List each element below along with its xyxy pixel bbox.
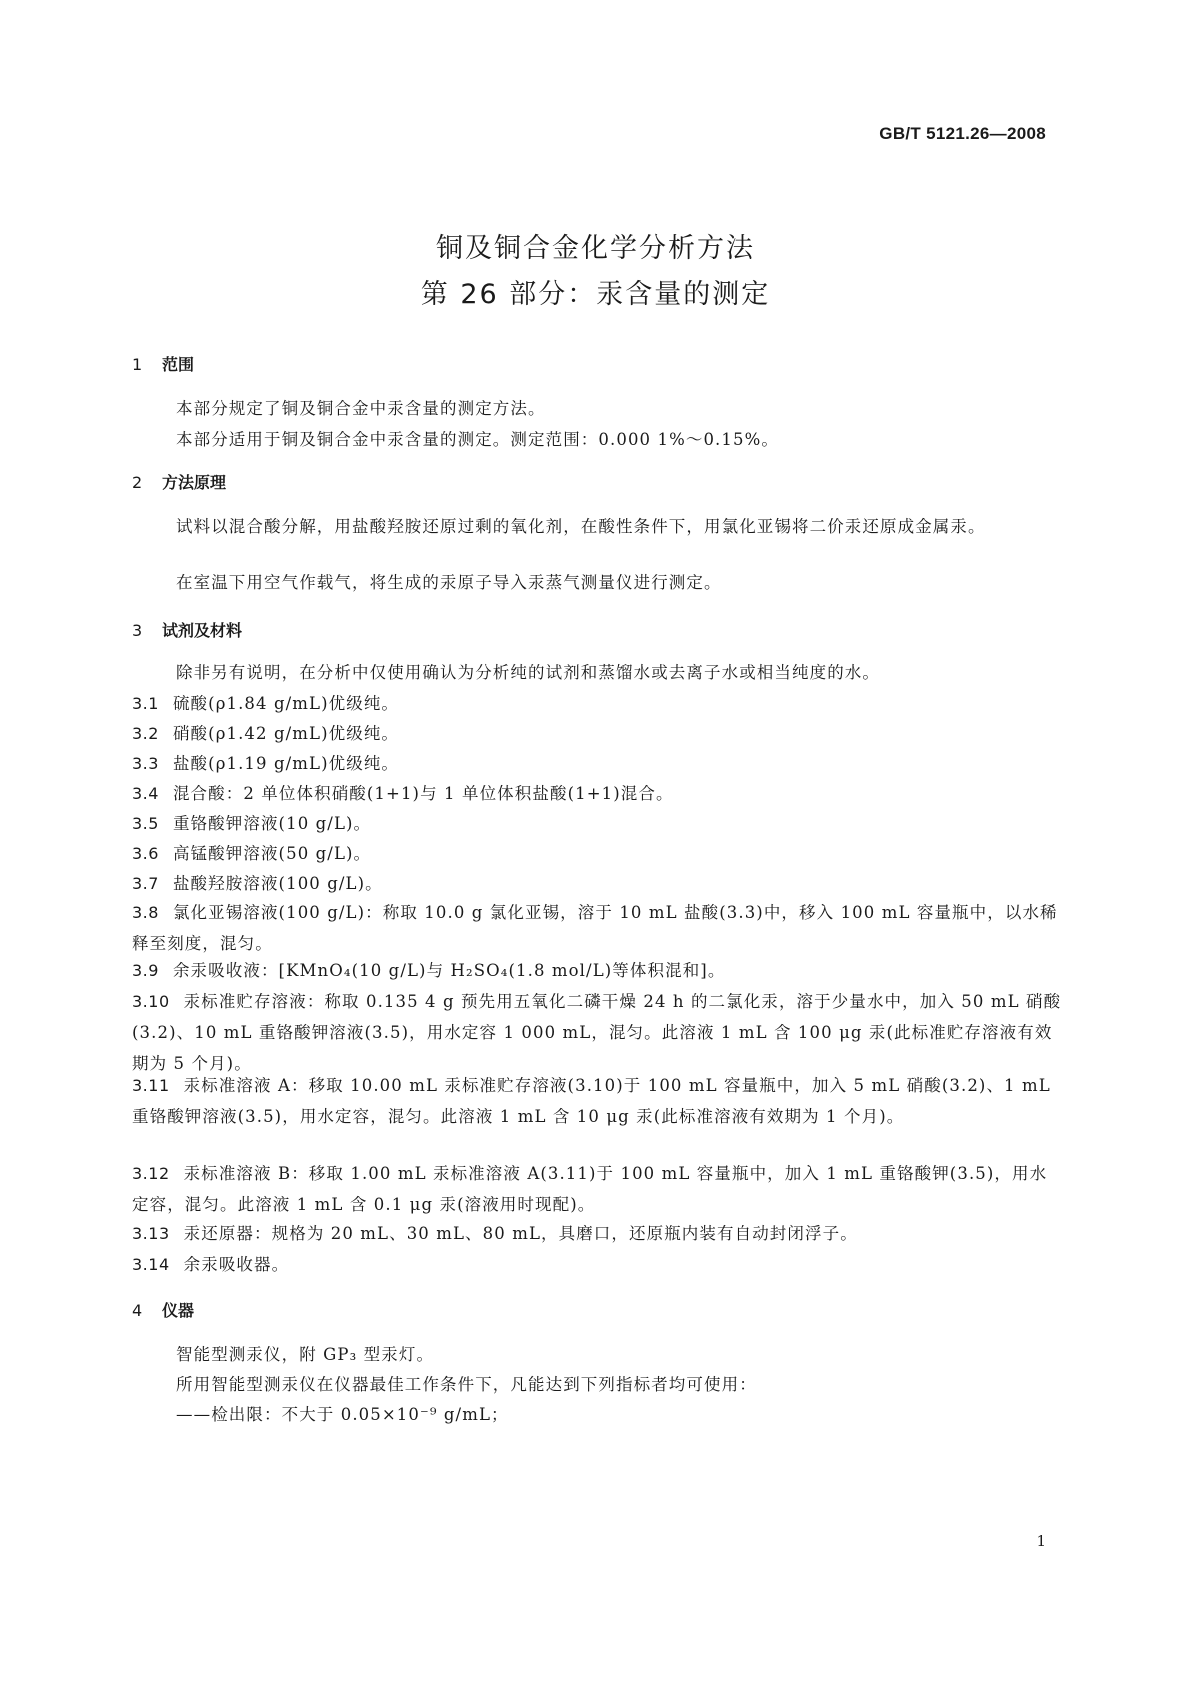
section-heading — [132, 470, 226, 493]
section-title: 试剂及材料 — [162, 621, 243, 640]
item-text: 盐酸羟胺溶液(100 g/L)。 — [172, 874, 383, 893]
paragraph: ——检出限：不大于 0.05×10⁻⁹ g/mL； — [176, 1405, 509, 1424]
item-number: 3.5 — [132, 814, 159, 833]
list-item — [132, 1249, 1062, 1280]
item-text: 重铬酸钾溶液(10 g/L)。 — [172, 814, 372, 833]
item-number: 3.10 — [132, 992, 170, 1011]
item-number: 3.6 — [132, 844, 159, 863]
list-item — [132, 808, 1062, 839]
item-number: 3.12 — [132, 1164, 170, 1183]
list-item — [132, 748, 1062, 779]
document-title-line1: 铜及铜合金化学分析方法 — [436, 233, 755, 264]
item-number: 3.14 — [132, 1255, 170, 1274]
list-item — [132, 688, 1062, 719]
paragraph: 本部分适用于铜及铜合金中汞含量的测定。测定范围：0.000 1%～0.15%。 — [176, 430, 779, 449]
paragraph: 本部分规定了铜及铜合金中汞含量的测定方法。 — [176, 399, 546, 418]
item-number: 3.9 — [132, 961, 159, 980]
document-title-line2: 第 26 部分：汞含量的测定 — [420, 279, 771, 310]
paragraph: 所用智能型测汞仪在仪器最佳工作条件下，凡能达到下列指标者均可使用： — [176, 1375, 757, 1394]
section-heading — [132, 618, 242, 641]
item-number: 3.13 — [132, 1224, 170, 1243]
item-text: 硝酸(ρ1.42 g/mL)优级纯。 — [172, 724, 400, 743]
item-text: 汞标准溶液 A：移取 10.00 mL 汞标准贮存溶液(3.10)于 100 mL 容量瓶中，加入 5 mL 硝酸(3.2)、1 mL 重铬酸钾溶液(3.5)，用水定容，混匀。此溶液 1 mL 含 10 μg 汞(此标准溶液有效期为 1 个月)。 — [132, 1076, 1051, 1126]
section-heading — [132, 352, 194, 375]
item-text: 余汞吸收器。 — [183, 1255, 290, 1274]
section-title: 范围 — [162, 355, 195, 374]
list-item — [132, 778, 1062, 809]
list-item — [132, 955, 1062, 986]
item-text: 硫酸(ρ1.84 g/mL)优级纯。 — [172, 694, 400, 713]
list-item — [132, 897, 1062, 959]
section-title: 仪器 — [162, 1301, 195, 1320]
item-text: 盐酸(ρ1.19 g/mL)优级纯。 — [172, 754, 400, 773]
item-text: 汞标准溶液 B：移取 1.00 mL 汞标准溶液 A(3.11)于 100 mL 容量瓶中，加入 1 mL 重铬酸钾(3.5)，用水定容，混匀。此溶液 1 mL 含 0.1 μg 汞(溶液用时现配)。 — [132, 1164, 1048, 1214]
item-text: 汞还原器：规格为 20 mL、30 mL、80 mL，具磨口，还原瓶内装有自动封闭浮子。 — [183, 1224, 858, 1243]
paragraph: 在室温下用空气作载气，将生成的汞原子导入汞蒸气测量仪进行测定。 — [176, 573, 722, 592]
item-text: 余汞吸收液：[KMnO₄(10 g/L)与 H₂SO₄(1.8 mol/L)等体积混和]。 — [172, 961, 726, 980]
item-number: 3.11 — [132, 1076, 170, 1095]
list-item — [132, 718, 1062, 749]
item-text: 高锰酸钾溶液(50 g/L)。 — [172, 844, 372, 863]
section-number: 1 — [132, 355, 143, 374]
standard-number: GB/T 5121.26—2008 — [879, 124, 1046, 143]
section-heading — [132, 1298, 194, 1321]
section-number: 2 — [132, 473, 143, 492]
item-number: 3.1 — [132, 694, 159, 713]
list-item — [132, 986, 1062, 1079]
item-text: 汞标准贮存溶液：称取 0.135 4 g 预先用五氧化二磷干燥 24 h 的二氯化汞，溶于少量水中，加入 50 mL 硝酸(3.2)、10 mL 重铬酸钾溶液(3.5)，用水定容 1 000 mL，混匀。此溶液 1 mL 含 100 μg 汞(此标准贮存溶液有效期为 5 个月)。 — [132, 992, 1062, 1073]
paragraph: 智能型测汞仪，附 GP₃ 型汞灯。 — [176, 1345, 435, 1364]
paragraph: 试料以混合酸分解，用盐酸羟胺还原过剩的氧化剂，在酸性条件下，用氯化亚锡将二价汞还原成金属汞。 — [176, 517, 986, 536]
list-item — [132, 1218, 1062, 1249]
item-number: 3.2 — [132, 724, 159, 743]
paragraph: 除非另有说明，在分析中仅使用确认为分析纯的试剂和蒸馏水或去离子水或相当纯度的水。 — [176, 663, 880, 682]
item-number: 3.3 — [132, 754, 159, 773]
list-item — [132, 1070, 1062, 1132]
item-number: 3.8 — [132, 903, 159, 922]
item-text: 混合酸：2 单位体积硝酸(1+1)与 1 单位体积盐酸(1+1)混合。 — [172, 784, 674, 803]
page-number: 1 — [1036, 1532, 1046, 1550]
section-number: 4 — [132, 1301, 143, 1320]
list-item — [132, 868, 1062, 899]
item-number: 3.4 — [132, 784, 159, 803]
item-text: 氯化亚锡溶液(100 g/L)：称取 10.0 g 氯化亚锡，溶于 10 mL 盐酸(3.3)中，移入 100 mL 容量瓶中，以水稀释至刻度，混匀。 — [132, 903, 1058, 953]
list-item — [132, 1158, 1062, 1220]
list-item — [132, 838, 1062, 869]
item-number: 3.7 — [132, 874, 159, 893]
section-number: 3 — [132, 621, 143, 640]
section-title: 方法原理 — [162, 473, 227, 492]
